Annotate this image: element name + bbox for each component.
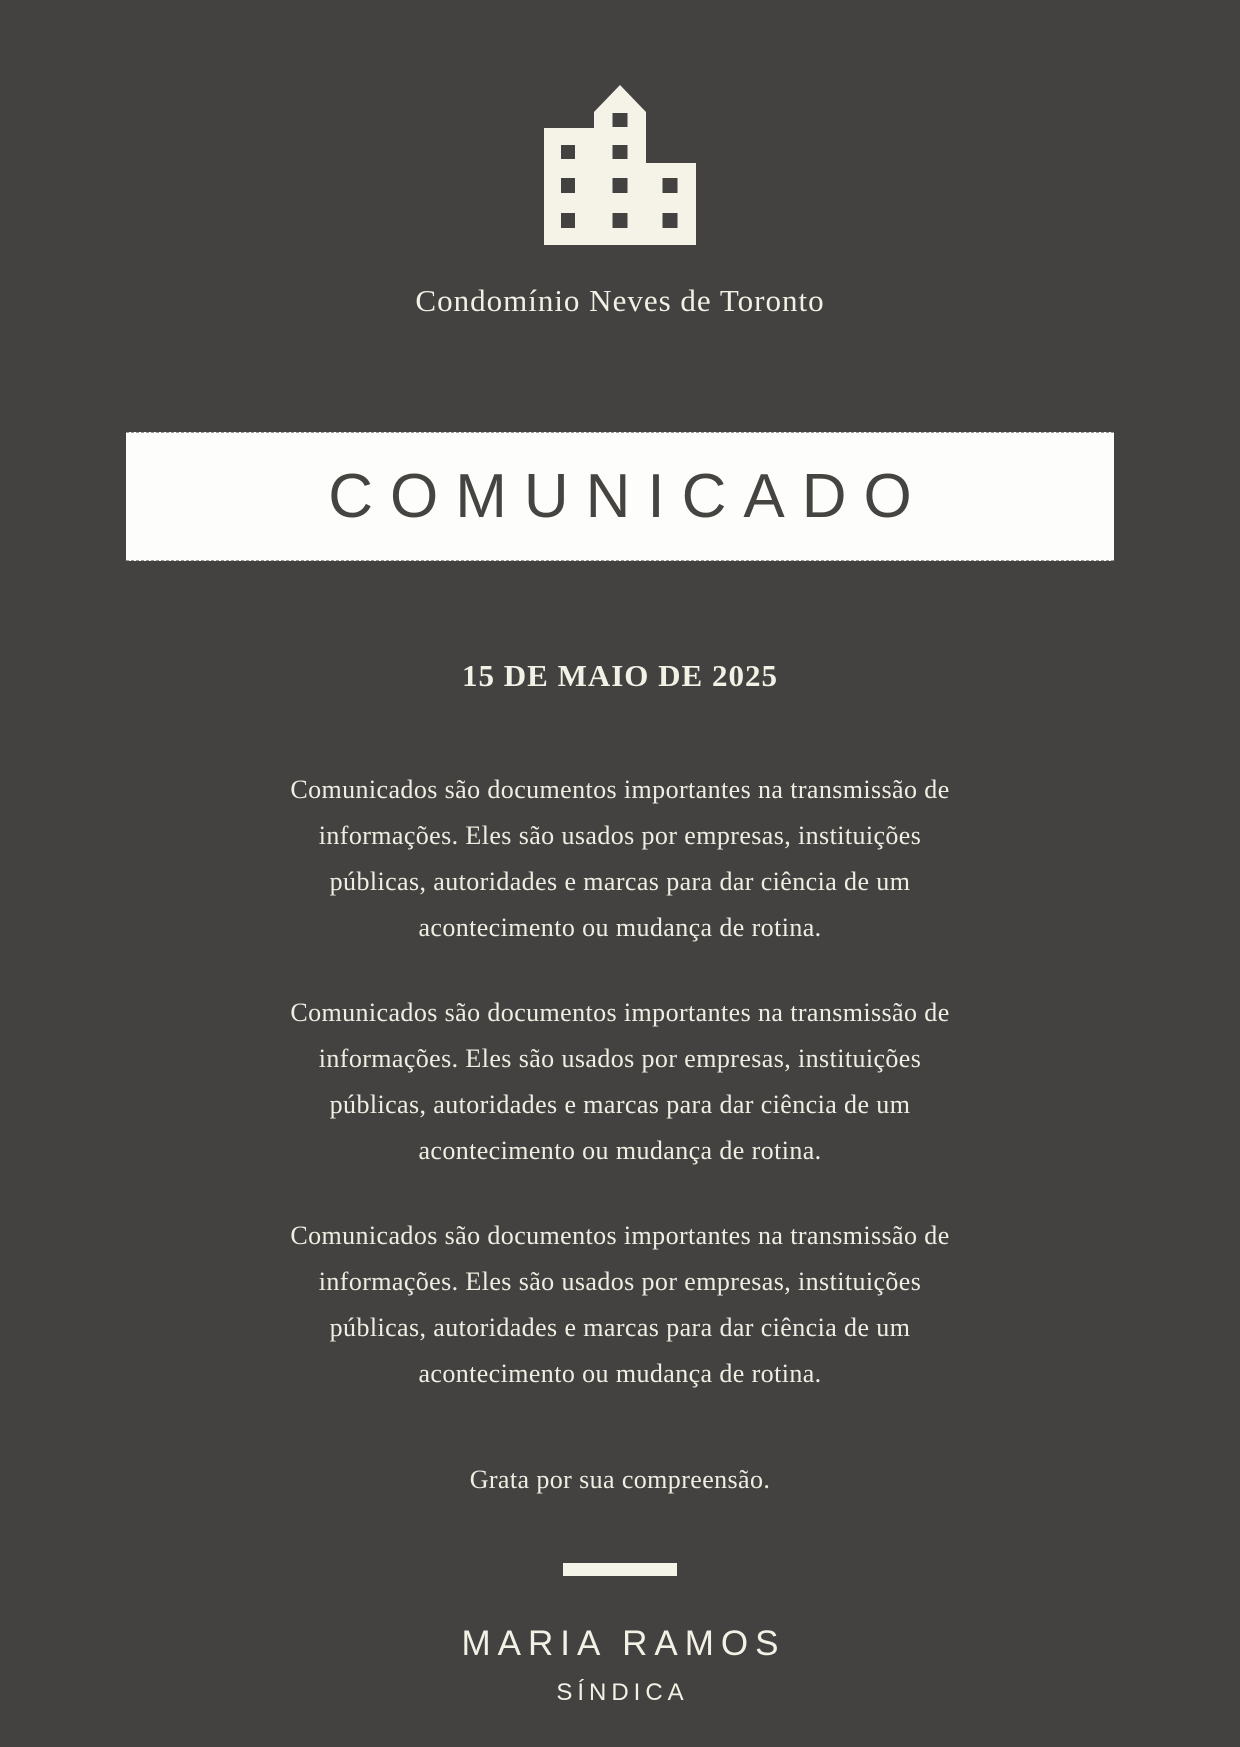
title-banner [126,432,1114,561]
paragraph-line: acontecimento ou mudança de rotina. [418,913,822,942]
paragraph-line: acontecimento ou mudança de rotina. [418,1359,822,1388]
paragraph-line: Comunicados são documentos importantes na transmissão de [290,998,950,1027]
paragraph-line: informações. Eles são usados por empresas, instituições [318,1044,922,1073]
notice-paragraph [0,990,1240,1174]
paragraph-line: Comunicados são documentos importantes na transmissão de [290,1221,950,1250]
signature-divider [563,1563,677,1576]
page-title: COMUNICADO [328,462,929,531]
paragraph-line: públicas, autoridades e marcas para dar ciência de um [329,1313,911,1342]
closing-line: Grata por sua compreensão. [469,1465,771,1494]
paragraph-line: Comunicados são documentos importantes na transmissão de [290,775,950,804]
organization-name: Condomínio Neves de Toronto [415,283,825,318]
notice-paragraph [0,767,1240,951]
paragraph-line: públicas, autoridades e marcas para dar ciência de um [329,867,911,896]
notice-date: 15 DE MAIO DE 2025 [462,658,778,693]
signature-name: MARIA RAMOS [461,1624,786,1663]
paragraph-line: informações. Eles são usados por empresas, instituições [318,821,922,850]
paragraph-line: informações. Eles são usados por empresas, instituições [318,1267,922,1296]
paragraph-line: acontecimento ou mudança de rotina. [418,1136,822,1165]
signature-role: SÍNDICA [556,1679,689,1706]
building-icon [544,85,696,245]
paragraph-line: públicas, autoridades e marcas para dar ciência de um [329,1090,911,1119]
notice-paragraph [0,1213,1240,1397]
